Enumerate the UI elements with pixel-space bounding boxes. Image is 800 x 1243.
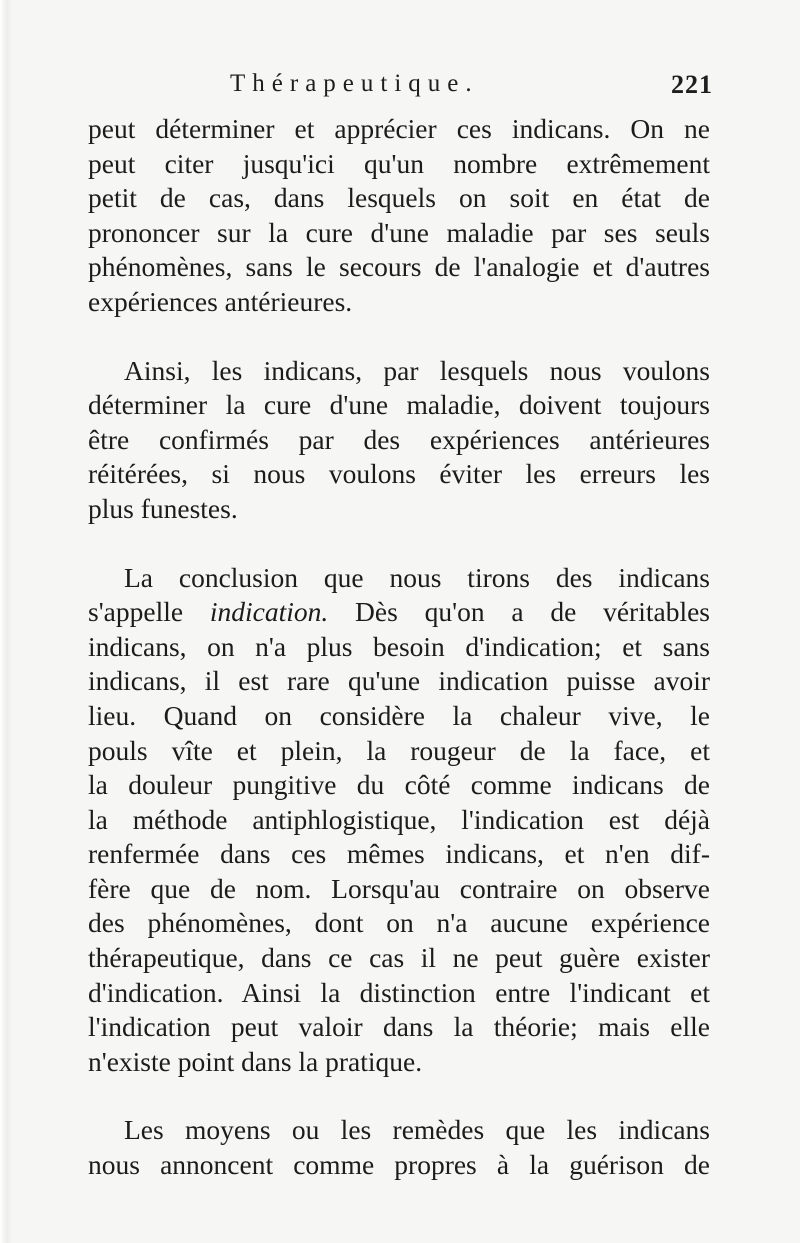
- text-line: Ainsi, les indicans, par lesquels nous voulons: [124, 354, 710, 386]
- text-line: s'appelle indication. Dès qu'on a de véritables: [88, 596, 710, 628]
- text-line: d'indication. Ainsi la distinction entre l'indicant et: [88, 976, 710, 1008]
- text-line: peut citer jusqu'ici qu'un nombre extrêmement: [88, 147, 710, 179]
- text-line: n'existe point dans la pratique.: [88, 1045, 423, 1077]
- paragraph: [88, 112, 710, 320]
- page-edge: [0, 0, 12, 1243]
- page-number: 221: [671, 70, 713, 99]
- text-line: réitérées, si nous voulons éviter les erreurs les: [88, 458, 710, 490]
- text-line: la méthode antiphlogistique, l'indication est déjà: [88, 803, 710, 835]
- text-line: phénomènes, sans le secours de l'analogie et d'autres: [88, 251, 710, 283]
- text-line: plus funestes.: [88, 492, 238, 524]
- text-line: pouls vîte et plein, la rougeur de la face, et: [88, 734, 710, 766]
- text-line: nous annoncent comme propres à la guérison de: [88, 1149, 710, 1181]
- text-line: lieu. Quand on considère la chaleur vive, le: [88, 699, 710, 731]
- text-line: Les moyens ou les remèdes que les indicans: [124, 1114, 710, 1146]
- body-text: [88, 112, 710, 1183]
- text-line: l'indication peut valoir dans la théorie; mais elle: [88, 1011, 710, 1043]
- paragraph: [88, 354, 710, 527]
- text-line: La conclusion que nous tirons des indicans: [124, 561, 710, 593]
- text-line: déterminer la cure d'une maladie, doivent toujours: [88, 389, 710, 421]
- text-line: prononcer sur la cure d'une maladie par ses seuls: [88, 216, 710, 248]
- text-line: fère que de nom. Lorsqu'au contraire on observe: [88, 872, 710, 904]
- text-line: expériences antérieures.: [88, 285, 353, 317]
- text-line: indicans, on n'a plus besoin d'indication; et sans: [88, 630, 710, 662]
- text-line: la douleur pungitive du côté comme indicans de: [88, 769, 710, 801]
- text-line: peut déterminer et apprécier ces indicans. On ne: [88, 113, 710, 144]
- text-line: être confirmés par des expériences antérieures: [88, 423, 710, 455]
- text-line: petit de cas, dans lesquels on soit en état de: [88, 182, 710, 214]
- text-line: des phénomènes, dont on n'a aucune expérience: [88, 907, 710, 939]
- italic-term: indication.: [209, 596, 329, 628]
- text-line: renfermée dans ces mêmes indicans, et n'en dif-: [88, 838, 710, 870]
- text-line: thérapeutique, dans ce cas il ne peut guère exister: [88, 942, 710, 974]
- paragraph: [88, 1113, 710, 1182]
- running-title: Thérapeutique.: [230, 70, 479, 97]
- paragraph: [88, 561, 710, 1080]
- text-line: indicans, il est rare qu'une indication puisse avoir: [88, 665, 710, 697]
- page-header: [88, 66, 713, 106]
